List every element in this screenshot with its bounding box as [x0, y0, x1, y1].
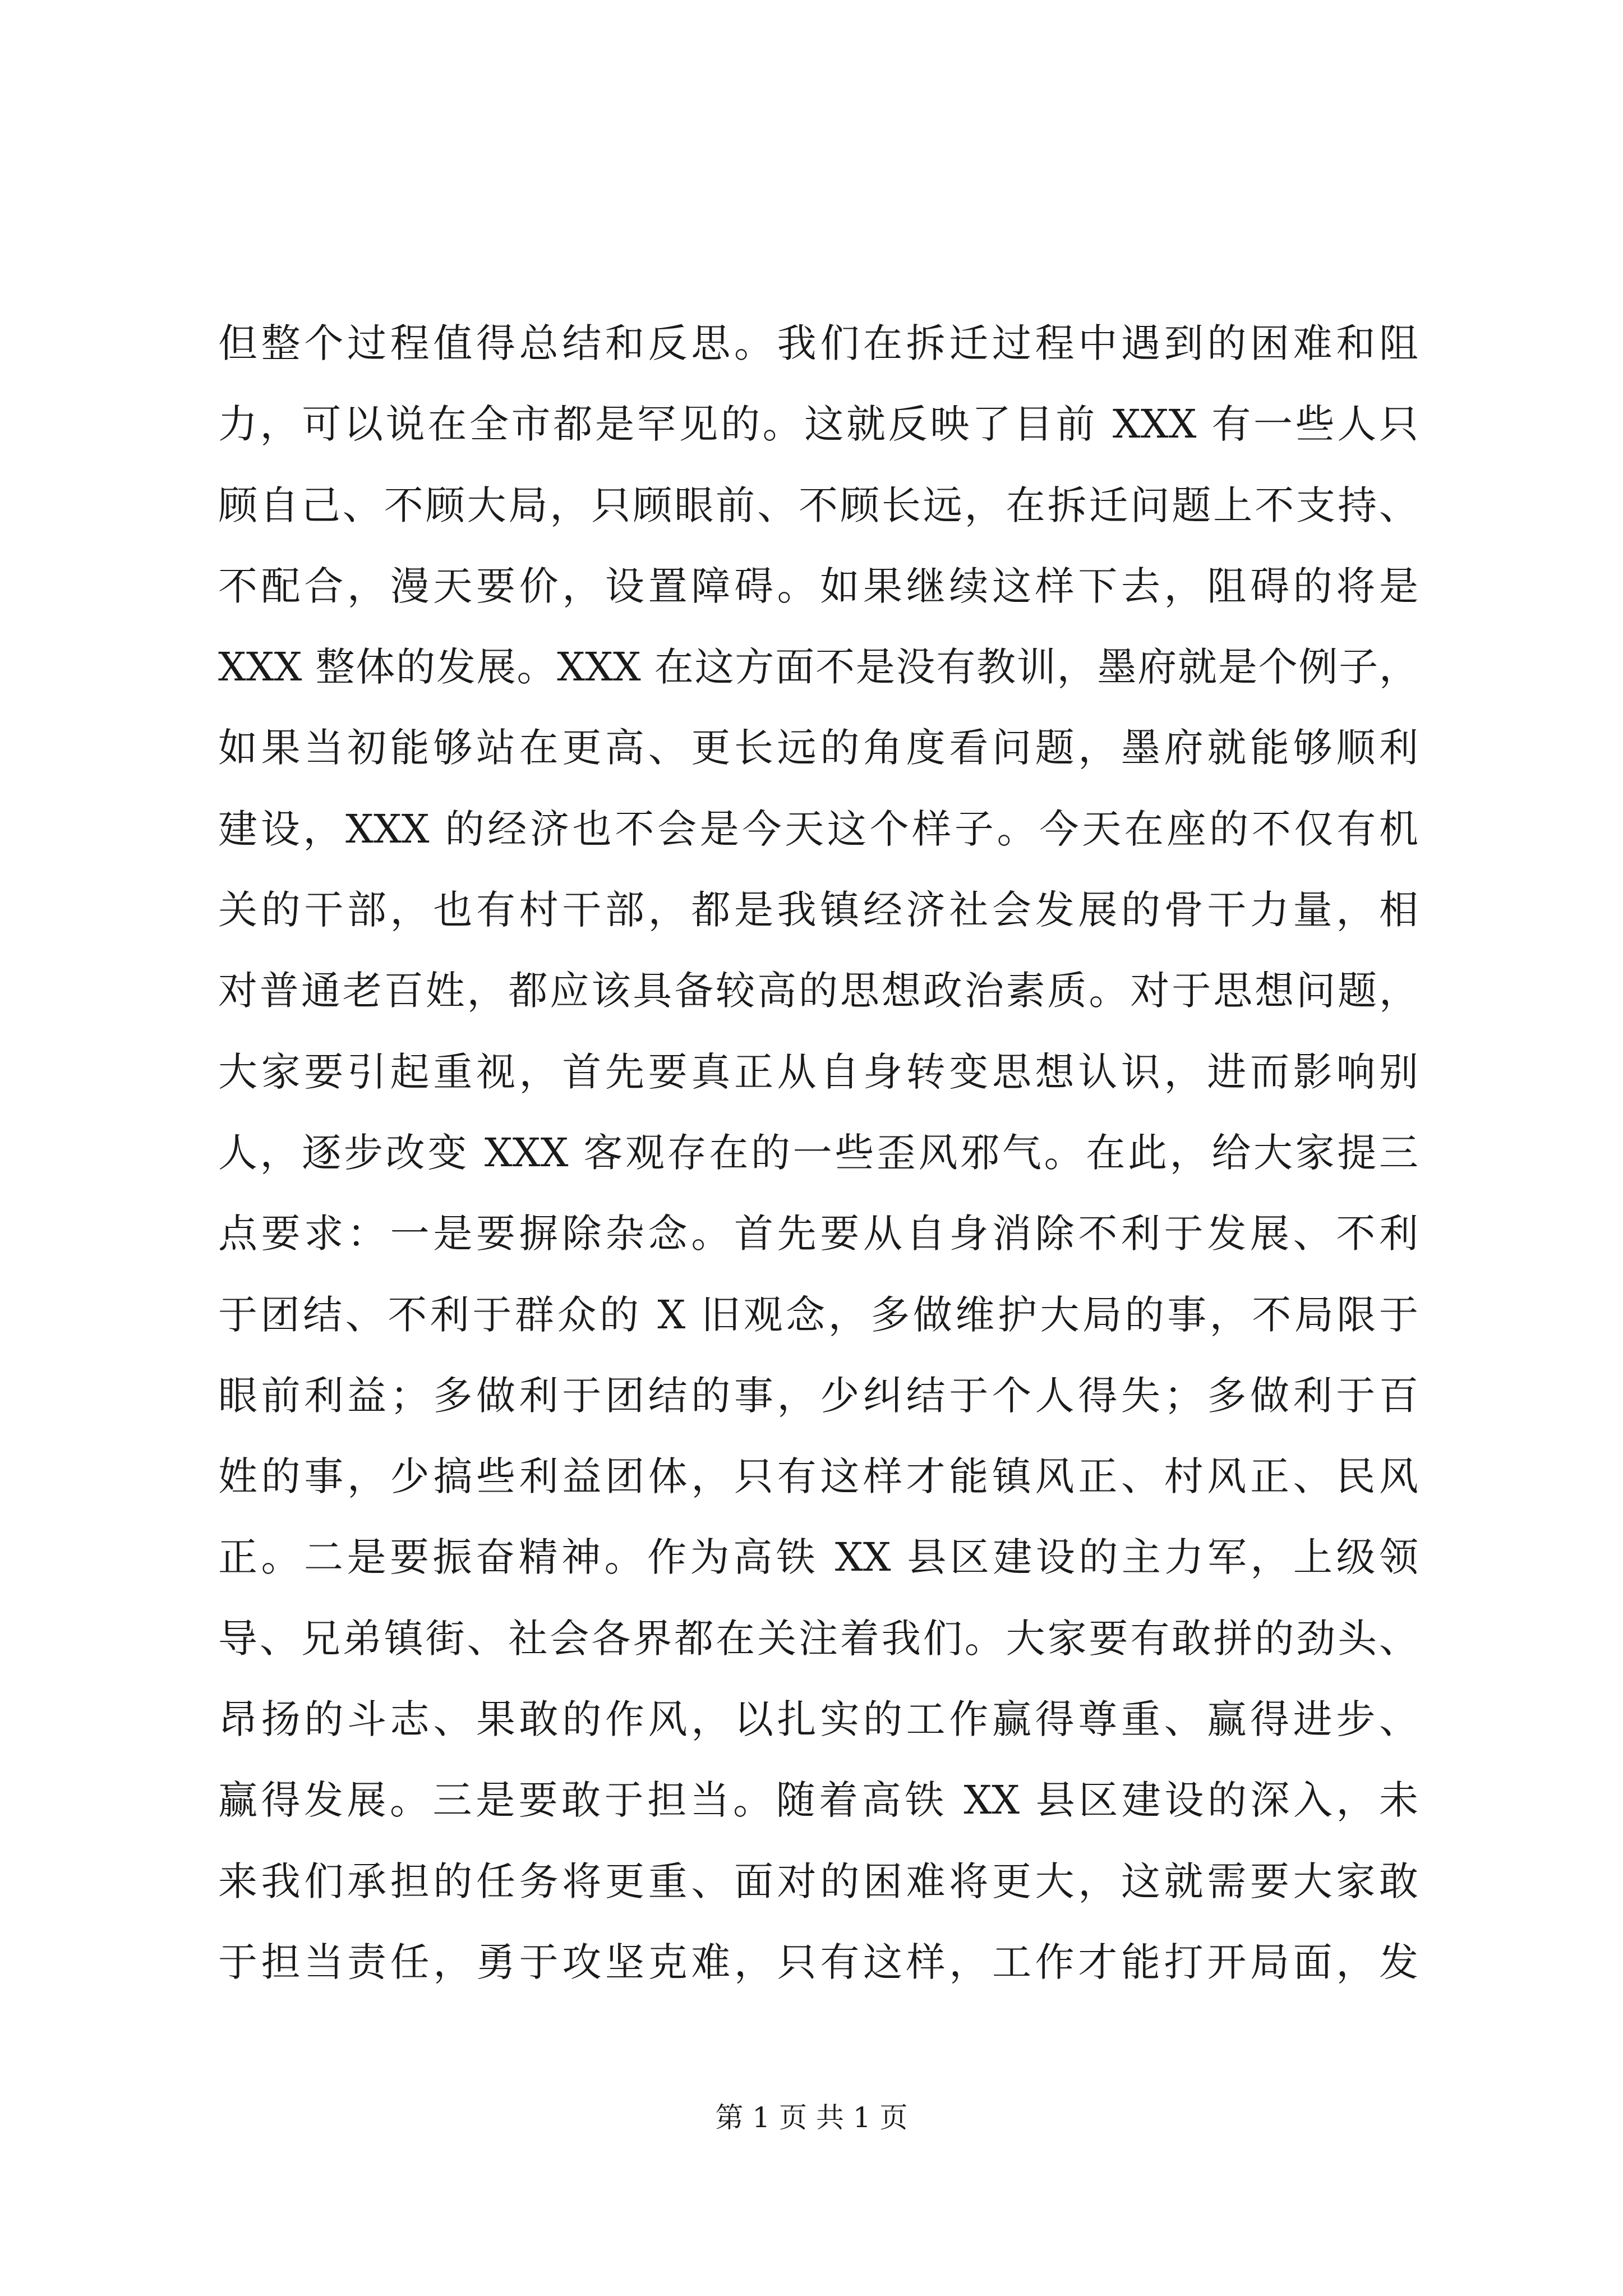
text-line: 姓的事，少搞些利益团体，只有这样才能镇风正、村风正、民风	[218, 1453, 1418, 1500]
text-line: 点要求：一是要摒除杂念。首先要从自身消除不利于发展、不利	[218, 1211, 1418, 1257]
text-line: 力，可以说在全市都是罕见的。这就反映了目前 XXX 有一些人只	[218, 401, 1418, 448]
text-line: 对普通老百姓，都应该具备较高的思想政治素质。对于思想问题，	[218, 968, 1418, 1014]
text-line: 顾自己、不顾大局，只顾眼前、不顾长远，在拆迁问题上不支持、	[218, 482, 1418, 528]
text-line: 昂扬的斗志、果敢的作风，以扎实的工作赢得尊重、赢得进步、	[218, 1696, 1418, 1743]
text-line: 来我们承担的任务将更重、面对的困难将更大，这就需要大家敢	[218, 1858, 1418, 1904]
text-line: 关的干部，也有村干部，都是我镇经济社会发展的骨干力量，相	[218, 887, 1418, 933]
text-line: 赢得发展。三是要敢于担当。随着高铁 XX 县区建设的深入，未	[218, 1777, 1418, 1824]
body-text	[218, 303, 1418, 2003]
text-line: 眼前利益；多做利于团结的事，少纠结于个人得失；多做利于百	[218, 1372, 1418, 1419]
text-line: 导、兄弟镇街、社会各界都在关注着我们。大家要有敢拼的劲头、	[218, 1615, 1418, 1662]
text-line: 建设，XXX 的经济也不会是今天这个样子。今天在座的不仅有机	[218, 806, 1418, 852]
text-line: 但整个过程值得总结和反思。我们在拆迁过程中遇到的困难和阻	[218, 320, 1418, 366]
page-footer: 第 1 页 共 1 页	[715, 2101, 908, 2134]
text-line: 于团结、不利于群众的 X 旧观念，多做维护大局的事，不局限于	[218, 1291, 1418, 1338]
text-line: XXX 整体的发展。XXX 在这方面不是没有教训，墨府就是个例子，	[218, 644, 1418, 691]
text-line: 正。二是要振奋精神。作为高铁 XX 县区建设的主力军，上级领	[218, 1534, 1418, 1581]
text-line: 人，逐步改变 XXX 客观存在的一些歪风邪气。在此，给大家提三	[218, 1129, 1418, 1176]
text-line: 于担当责任，勇于攻坚克难，只有这样，工作才能打开局面，发	[218, 1939, 1418, 1985]
text-line: 大家要引起重视，首先要真正从自身转变思想认识，进而影响别	[218, 1048, 1418, 1095]
text-line: 如果当初能够站在更高、更长远的角度看问题，墨府就能够顺利	[218, 725, 1418, 771]
text-line: 不配合，漫天要价，设置障碍。如果继续这样下去，阻碍的将是	[218, 563, 1418, 609]
